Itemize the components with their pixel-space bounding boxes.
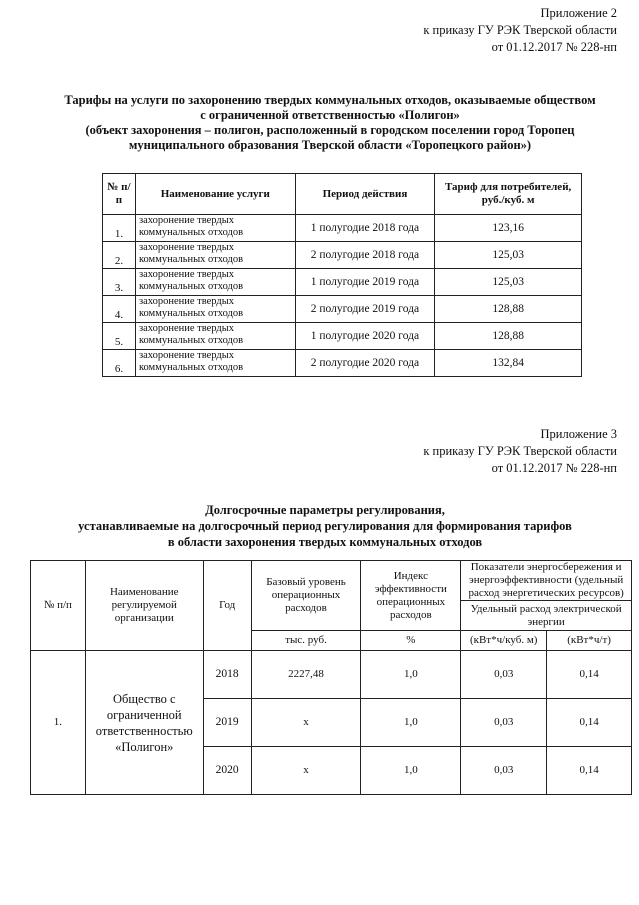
- row-base-opex: 2227,48: [251, 651, 361, 699]
- tariffs-title-line: (объект захоронения – полигон, расположенный в городском поселении город Торопец: [85, 123, 575, 137]
- table-row: [31, 651, 632, 699]
- header-year: Год: [203, 561, 251, 651]
- row-elec-volume: 0,03: [461, 747, 547, 795]
- row-period: 1 полугодие 2019 года: [295, 269, 435, 296]
- row-num: 4.: [103, 296, 136, 323]
- annex-3-date: от 01.12.2017 № 228-нп: [491, 461, 617, 475]
- regulation-params-title: [20, 502, 630, 550]
- table-row: [103, 323, 582, 350]
- row-efficiency-index: 1,0: [361, 651, 461, 699]
- row-elec-weight: 0,14: [547, 747, 632, 795]
- row-tariff: 123,16: [435, 215, 582, 242]
- regulation-title-line: в области захоронения твердых коммунальных отходов: [167, 535, 483, 549]
- tariffs-title-line: Тарифы на услуги по захоронению твердых коммунальных отходов, оказываемые обществом: [64, 93, 596, 107]
- row-tariff: 125,03: [435, 242, 582, 269]
- row-period: 2 полугодие 2019 года: [295, 296, 435, 323]
- row-base-opex: х: [251, 747, 361, 795]
- row-year: 2019: [203, 699, 251, 747]
- annex-2-date: от 01.12.2017 № 228-нп: [491, 40, 617, 54]
- row-service: захоронение твердых коммунальных отходов: [135, 242, 295, 269]
- header-organization: Наименование регулируемой организации: [85, 561, 203, 651]
- row-efficiency-index: 1,0: [361, 699, 461, 747]
- table-row: [103, 296, 582, 323]
- row-num: 6.: [103, 350, 136, 377]
- header-efficiency-index: Индекс эффективности операционных расходов: [361, 561, 461, 631]
- row-period: 2 полугодие 2018 года: [295, 242, 435, 269]
- row-tariff: 128,88: [435, 296, 582, 323]
- header-num: № п/п: [103, 174, 136, 215]
- regulation-title-line: устанавливаемые на долгосрочный период регулирования для формирования тарифов: [78, 519, 572, 533]
- row-period: 1 полугодие 2020 года: [295, 323, 435, 350]
- row-period: 1 полугодие 2018 года: [295, 215, 435, 242]
- table-row: [103, 350, 582, 377]
- row-tariff: 125,03: [435, 269, 582, 296]
- tariffs-title-line: с ограниченной ответственностью «Полигон»: [200, 108, 460, 122]
- tariffs-title: [40, 93, 620, 153]
- unit-index: %: [361, 631, 461, 651]
- table-row: [103, 242, 582, 269]
- table-header-row: [31, 561, 632, 601]
- row-num: 3.: [103, 269, 136, 296]
- tariffs-table: [102, 173, 582, 377]
- organization-name: Общество с ограниченной ответственностью «Полигон»: [85, 651, 203, 795]
- unit-elec-volume: (кВт*ч/куб. м): [461, 631, 547, 651]
- tariffs-title-line: муниципального образования Тверской области «Торопецкого район»): [128, 138, 532, 152]
- row-num: 1.: [103, 215, 136, 242]
- row-service: захоронение твердых коммунальных отходов: [135, 269, 295, 296]
- header-electricity: Удельный расход электрической энергии: [461, 601, 632, 631]
- header-service: Наименование услуги: [135, 174, 295, 215]
- row-service: захоронение твердых коммунальных отходов: [135, 215, 295, 242]
- regulation-title-line: Долгосрочные параметры регулирования,: [205, 503, 445, 517]
- header-period: Период действия: [295, 174, 435, 215]
- annex-3-header: [423, 426, 617, 477]
- row-num: 1.: [31, 651, 86, 795]
- row-elec-volume: 0,03: [461, 699, 547, 747]
- annex-2-order: к приказу ГУ РЭК Тверской области: [423, 23, 617, 37]
- annex-2-title: Приложение 2: [540, 6, 617, 20]
- annex-2-header: [423, 5, 617, 56]
- row-efficiency-index: 1,0: [361, 747, 461, 795]
- header-base-opex: Базовый уровень операционных расходов: [251, 561, 361, 631]
- header-energy-indicators: Показатели энергосбережения и энергоэффективности (удельный расход энергетических ресурсов): [461, 561, 632, 601]
- row-elec-weight: 0,14: [547, 651, 632, 699]
- row-year: 2020: [203, 747, 251, 795]
- tariffs-table-header: [103, 174, 582, 215]
- row-tariff: 128,88: [435, 323, 582, 350]
- row-base-opex: х: [251, 699, 361, 747]
- annex-3-title: Приложение 3: [540, 427, 617, 441]
- row-num: 5.: [103, 323, 136, 350]
- row-num: 2.: [103, 242, 136, 269]
- regulation-params-table: [30, 560, 632, 795]
- annex-3-order: к приказу ГУ РЭК Тверской области: [423, 444, 617, 458]
- row-service: захоронение твердых коммунальных отходов: [135, 350, 295, 377]
- unit-base: тыс. руб.: [251, 631, 361, 651]
- row-elec-volume: 0,03: [461, 651, 547, 699]
- row-year: 2018: [203, 651, 251, 699]
- row-service: захоронение твердых коммунальных отходов: [135, 296, 295, 323]
- header-tariff: Тариф для потребителей, руб./куб. м: [435, 174, 582, 215]
- row-tariff: 132,84: [435, 350, 582, 377]
- row-service: захоронение твердых коммунальных отходов: [135, 323, 295, 350]
- unit-elec-weight: (кВт*ч/т): [547, 631, 632, 651]
- header-num: № п/п: [31, 561, 86, 651]
- table-row: [103, 269, 582, 296]
- row-elec-weight: 0,14: [547, 699, 632, 747]
- table-row: [103, 215, 582, 242]
- row-period: 2 полугодие 2020 года: [295, 350, 435, 377]
